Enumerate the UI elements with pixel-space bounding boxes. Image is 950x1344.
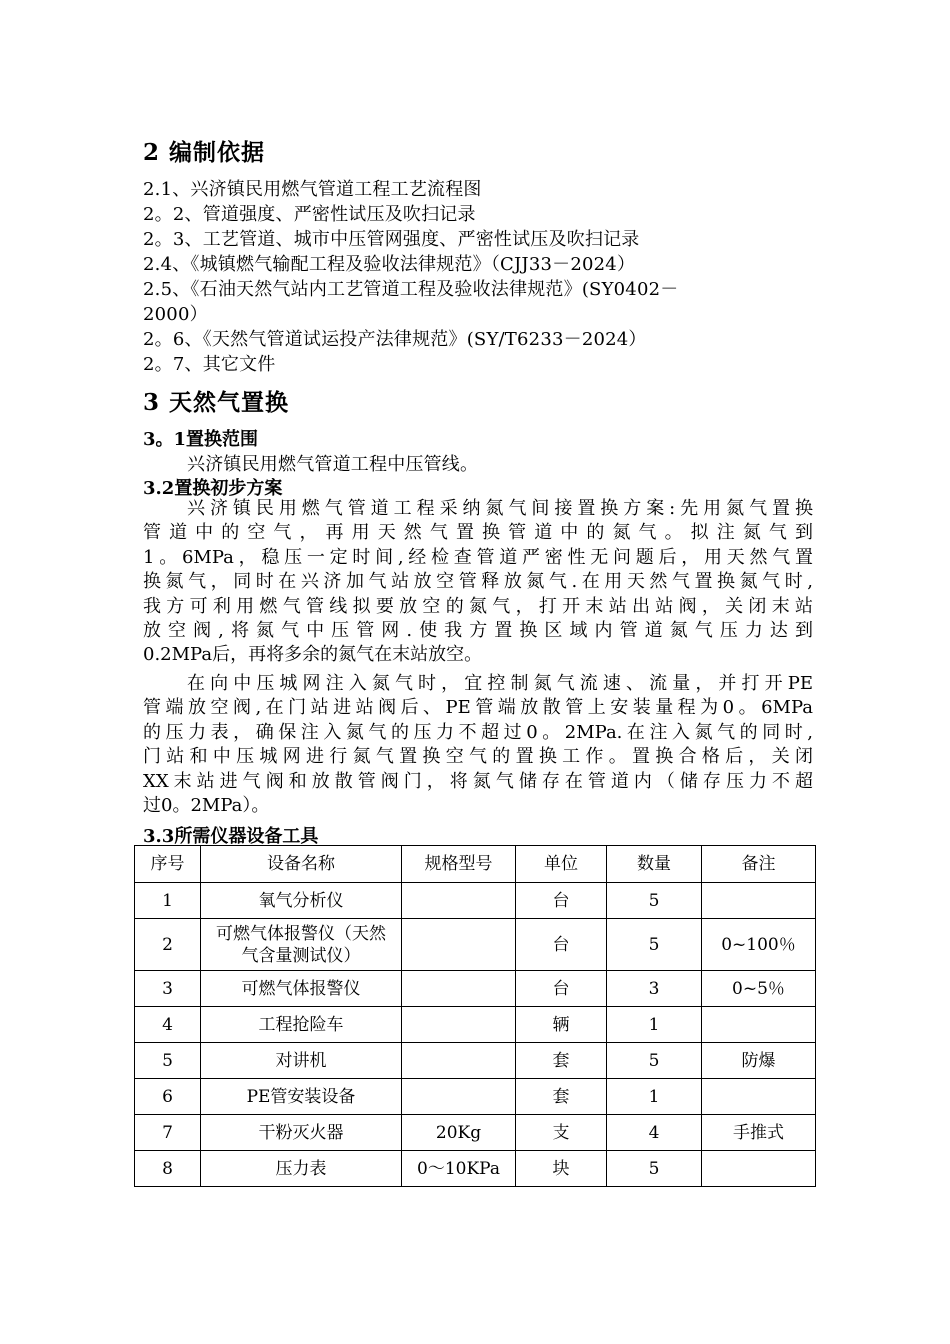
cell-index: 2 — [135, 919, 201, 971]
subsection-3-3-heading: 3.3所需仪器设备工具 — [143, 826, 319, 847]
cell-equipment-name: 工程抢险车 — [201, 1007, 402, 1043]
basis-item-5-cont: 2000） — [143, 304, 208, 325]
table-row — [135, 1007, 816, 1043]
cell-remarks — [702, 1151, 816, 1187]
para2-line-5: XX末站进气阀和放散管阀门，将氮气储存在管道内（储存压力不超 — [143, 770, 813, 792]
cell-quantity: 1 — [607, 1079, 702, 1115]
basis-item-7: 2。7、其它文件 — [143, 354, 276, 375]
basis-item-2: 2。2、管道强度、严密性试压及吹扫记录 — [143, 204, 476, 225]
cell-quantity: 5 — [607, 1043, 702, 1079]
cell-unit: 套 — [516, 1079, 607, 1115]
para1-line-5: 我方可利用燃气管线拟要放空的氮气，打开末站出站阀，关闭末站 — [143, 595, 813, 617]
table-row — [135, 919, 816, 971]
basis-item-3: 2。3、工艺管道、城市中压管网强度、严密性试压及吹扫记录 — [143, 229, 640, 250]
basis-item-1: 2.1、兴济镇民用燃气管道工程工艺流程图 — [143, 179, 482, 200]
cell-equipment-name: 可燃气体报警仪 — [201, 971, 402, 1007]
table-row — [135, 1115, 816, 1151]
header-quantity: 数量 — [607, 846, 702, 883]
cell-quantity: 3 — [607, 971, 702, 1007]
subsection-3-1-heading: 3。1置换范围 — [143, 429, 259, 450]
cell-remarks — [702, 1079, 816, 1115]
para1-line-7: 0.2MPa后，再将多余的氮气在末站放空。 — [143, 644, 483, 666]
header-spec-model: 规格型号 — [402, 846, 516, 883]
cell-unit: 台 — [516, 883, 607, 919]
table-row — [135, 883, 816, 919]
table-row — [135, 1079, 816, 1115]
cell-spec-model — [402, 883, 516, 919]
basis-item-4: 2.4、《城镇燃气输配工程及验收法律规范》（CJJ33－2024） — [143, 254, 636, 275]
cell-remarks — [702, 1007, 816, 1043]
cell-quantity: 5 — [607, 1151, 702, 1187]
para2-line-4: 门站和中压城网进行氮气置换空气的置换工作。置换合格后，关闭 — [143, 746, 813, 768]
basis-item-6: 2。6、《天然气管道试运投产法律规范》(SY/T6233－2024） — [143, 329, 647, 350]
para1-line-4: 换氮气，同时在兴济加气站放空管释放氮气.在用天然气置换氮气时, — [143, 571, 813, 593]
cell-unit: 块 — [516, 1151, 607, 1187]
cell-unit: 套 — [516, 1043, 607, 1079]
section-2-heading: 2 编制依据 — [143, 139, 266, 166]
cell-index: 5 — [135, 1043, 201, 1079]
cell-index: 8 — [135, 1151, 201, 1187]
cell-index: 4 — [135, 1007, 201, 1043]
cell-remarks: 手推式 — [702, 1115, 816, 1151]
replacement-plan-paragraph-2 — [143, 672, 813, 818]
cell-quantity: 5 — [607, 919, 702, 971]
table-header-row — [135, 846, 816, 883]
cell-spec-model — [402, 1007, 516, 1043]
cell-equipment-name: 可燃气体报警仪（天然气含量测试仪） — [201, 919, 402, 971]
para2-line-1: 在向中压城网注入氮气时，宜控制氮气流速、流量，并打开PE — [187, 673, 813, 694]
cell-unit: 辆 — [516, 1007, 607, 1043]
cell-index: 6 — [135, 1079, 201, 1115]
para2-line-6: 过0。2MPa）。 — [143, 795, 270, 817]
cell-unit: 台 — [516, 919, 607, 971]
header-unit: 单位 — [516, 846, 607, 883]
para1-line-3: 1。6MPa，稳压一定时间,经检查管道严密性无问题后，用天然气置 — [143, 546, 813, 568]
cell-index: 1 — [135, 883, 201, 919]
cell-remarks: 0~5％ — [702, 971, 816, 1007]
cell-quantity: 4 — [607, 1115, 702, 1151]
cell-spec-model: 20Kg — [402, 1115, 516, 1151]
cell-equipment-name: 氧气分析仪 — [201, 883, 402, 919]
cell-quantity: 5 — [607, 883, 702, 919]
replacement-scope-text: 兴济镇民用燃气管道工程中压管线。 — [187, 454, 479, 475]
table-row — [135, 1043, 816, 1079]
cell-spec-model — [402, 971, 516, 1007]
cell-index: 7 — [135, 1115, 201, 1151]
cell-equipment-name: 压力表 — [201, 1151, 402, 1187]
cell-remarks — [702, 883, 816, 919]
replacement-plan-paragraph-1 — [143, 497, 813, 668]
para1-line-6: 放空阀,将氮气中压管网.使我方置换区域内管道氮气压力达到 — [143, 620, 813, 642]
basis-item-5: 2.5、《石油天然气站内工艺管道工程及验收法律规范》(SY0402－ — [143, 279, 679, 300]
header-equipment-name: 设备名称 — [201, 846, 402, 883]
para2-line-3: 的压力表，确保注入氮气的压力不超过0。2MPa.在注入氮气的同时, — [143, 721, 813, 743]
header-remarks: 备注 — [702, 846, 816, 883]
cell-spec-model — [402, 919, 516, 971]
cell-equipment-name: 对讲机 — [201, 1043, 402, 1079]
para1-line-1: 兴济镇民用燃气管道工程采纳氮气间接置换方案:先用氮气置换 — [187, 498, 813, 519]
cell-equipment-name: 干粉灭火器 — [201, 1115, 402, 1151]
cell-unit: 台 — [516, 971, 607, 1007]
cell-equipment-name: PE管安装设备 — [201, 1079, 402, 1115]
cell-remarks: 防爆 — [702, 1043, 816, 1079]
para2-line-2: 管端放空阀,在门站进站阀后、PE管端放散管上安装量程为0。6MPa — [143, 697, 813, 719]
cell-remarks: 0~100％ — [702, 919, 816, 971]
table-row — [135, 1151, 816, 1187]
para1-line-2: 管道中的空气，再用天然气置换管道中的氮气。拟注氮气到 — [143, 522, 813, 544]
section-3-heading: 3 天然气置换 — [143, 389, 290, 416]
table-row — [135, 971, 816, 1007]
equipment-table — [134, 845, 816, 1187]
cell-spec-model — [402, 1043, 516, 1079]
cell-unit: 支 — [516, 1115, 607, 1151]
cell-spec-model — [402, 1079, 516, 1115]
cell-spec-model: 0～10KPa — [402, 1151, 516, 1187]
subsection-3-2-heading: 3.2置换初步方案 — [143, 478, 283, 499]
header-index: 序号 — [135, 846, 201, 883]
cell-quantity: 1 — [607, 1007, 702, 1043]
cell-index: 3 — [135, 971, 201, 1007]
